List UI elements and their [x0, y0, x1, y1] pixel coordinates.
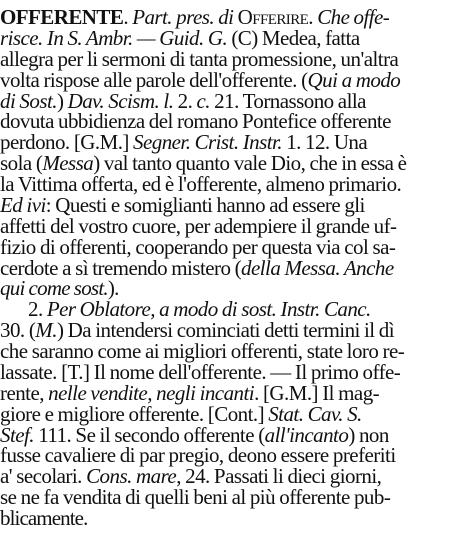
text-run: fizio di offerenti, cooperando per questa via col sa-: [0, 234, 396, 259]
italic-text: c.: [196, 88, 210, 113]
text-run: affetti del vostro cuore, per adempiere il grande uf-: [0, 213, 397, 238]
text-run: ).: [107, 276, 119, 301]
text-run: .: [308, 5, 318, 29]
italic-text: Part. pres. di: [132, 5, 238, 29]
text-run: volta rispose alle parole dell'offerente. (: [0, 67, 308, 92]
text-run: 2.: [173, 88, 197, 113]
text-run: fusse cavaliere di par pregio, deono essere preferiti: [0, 443, 396, 468]
italic-text: Stef.: [0, 422, 35, 447]
text-run: ) non: [348, 422, 389, 447]
text-run: blicamente.: [0, 506, 88, 530]
italic-text: Che offe-: [317, 5, 390, 29]
italic-text: di Sost.: [0, 88, 57, 113]
italic-text: Messa: [42, 151, 94, 176]
text-run: che saranno come ai migliori offerenti, state loro re-: [0, 339, 405, 363]
italic-text: Dav. Scism. l.: [67, 88, 174, 113]
text-run: 1. 12. Una: [282, 130, 368, 155]
italic-text: Segner. Crist. Instr.: [133, 130, 282, 155]
italic-text: Stat. Cav. S.: [268, 401, 362, 426]
italic-text: risce. In S. Ambr. — Guid. G.: [0, 25, 228, 50]
text-run: 111. Se il secondo offerente (: [34, 422, 265, 447]
text-run: cerdote a sì tremendo mistero (: [0, 255, 242, 280]
text-run: ) Da intendersi cominciati detti termini il dì: [56, 318, 395, 343]
entry-line: [0, 505, 473, 531]
headword: OFFERENTE: [0, 5, 124, 29]
text-run: (C) Medea, fatta: [227, 25, 360, 50]
text-run: la Vittima offerta, ed è l'offerente, almeno primario.: [0, 172, 402, 196]
text-run: 21. Tornassono alla: [209, 88, 366, 113]
text-run: , 24. Passati li dieci giorni,: [176, 464, 382, 489]
italic-text: Per Oblatore, a modo di sost. Instr. Canc.: [46, 297, 371, 322]
text-run: 2.: [28, 297, 47, 322]
text-run: 30. (: [0, 318, 36, 343]
italic-text: M.: [35, 318, 57, 343]
text-run: allegra per li sermoni di tanta promessione, un'altra: [0, 46, 399, 71]
text-run: se ne fa vendita di quelli beni al più offerente pub-: [0, 485, 391, 510]
italic-text: Ed ivi: [0, 192, 46, 217]
text-run: giore e migliore offerente. [Cont.]: [0, 401, 269, 426]
text-run: rente,: [0, 380, 49, 405]
text-run: ) val tanto quanto vale Dio, che in essa è: [93, 151, 407, 176]
text-run: ): [56, 88, 68, 113]
text-run: a' secolari.: [0, 464, 87, 489]
text-run: sola (: [0, 151, 43, 176]
text-run: .: [123, 5, 133, 29]
italic-text: qui come sost.: [0, 276, 108, 301]
text-run: : Questi e somiglianti hanno ad essere gli: [45, 192, 365, 217]
italic-text: della Messa. Anche: [241, 255, 394, 280]
italic-text: Cons. mare: [86, 464, 177, 489]
text-run: lassate. [T.] Il nome dell'offerente. — Il primo offe-: [0, 359, 401, 384]
italic-text: nelle vendite, negli incanti: [48, 380, 255, 405]
text-run: dovuta ubbidienza del romano Pontefice offerente: [0, 109, 391, 134]
text-run: . [G.M.] Il mag-: [254, 380, 380, 405]
text-run: Offerire: [237, 5, 309, 29]
italic-text: all'incanto: [264, 422, 349, 447]
italic-text: Qui a modo: [307, 67, 401, 92]
text-run: perdono. [G.M.]: [0, 130, 134, 155]
